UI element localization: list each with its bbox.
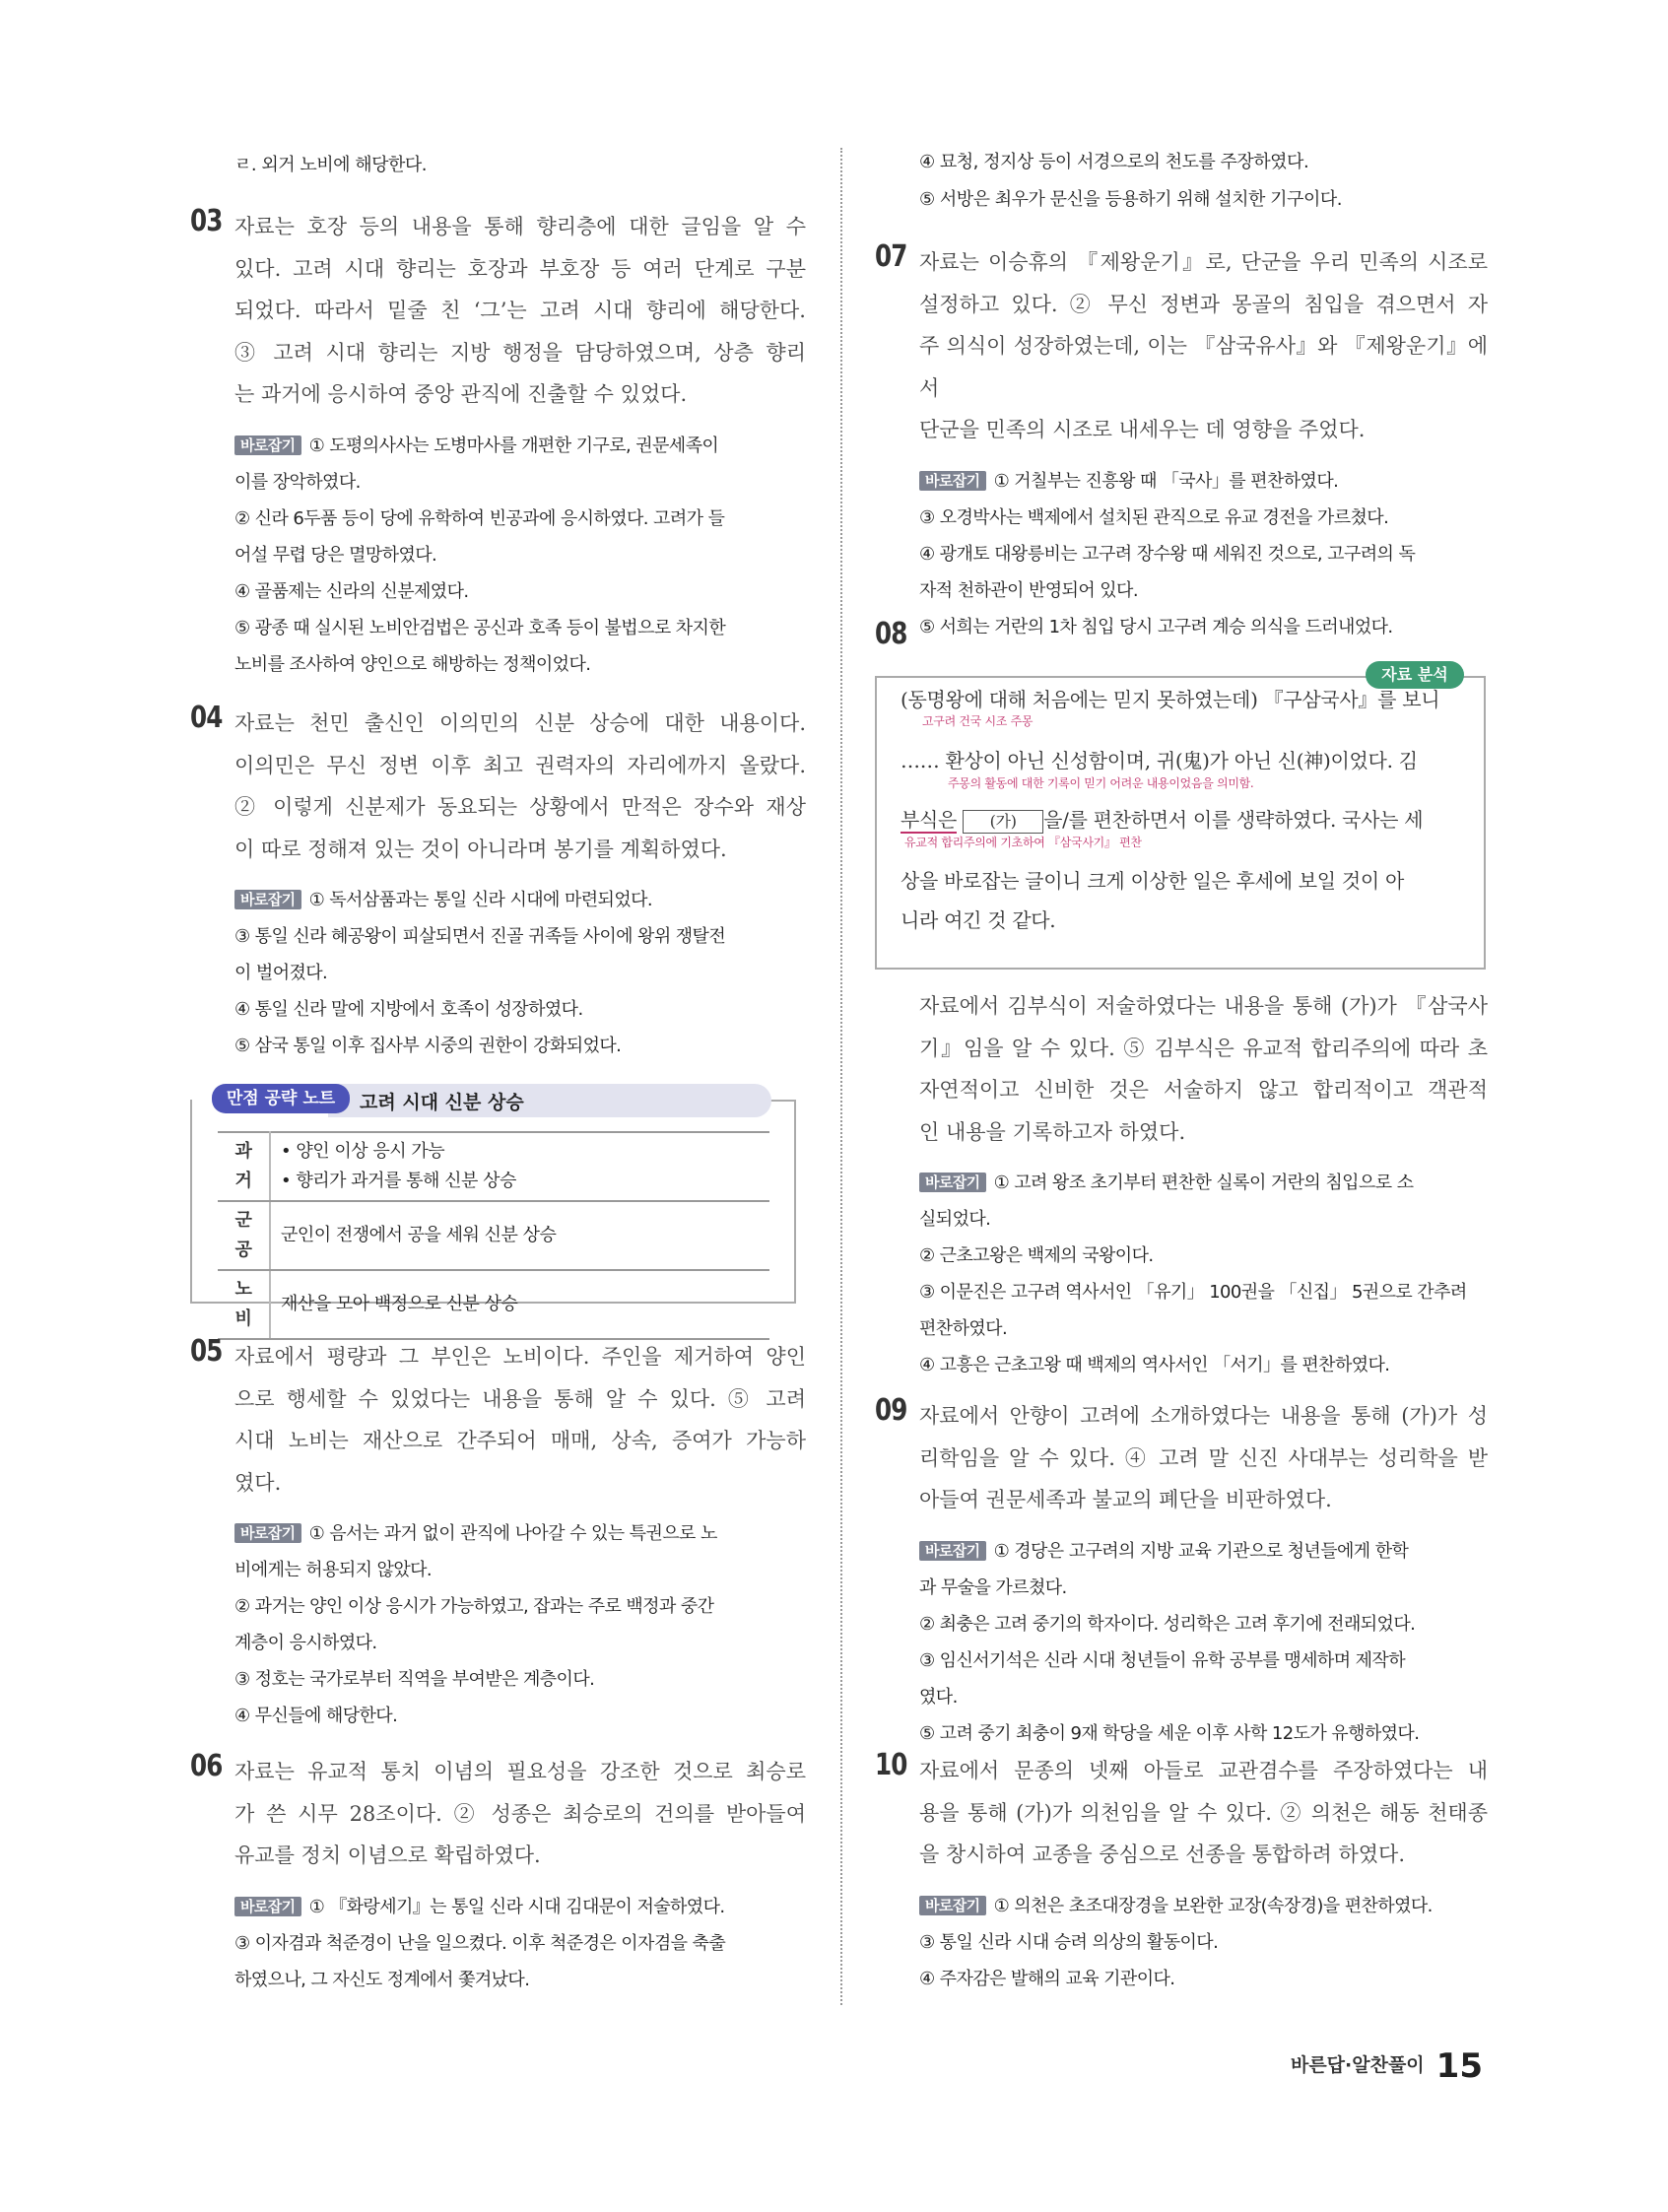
explanation-line: 아들여 권문세족과 불교의 폐단을 비판하였다. [919, 1488, 1332, 1511]
correction-line: 이를 장악하였다. [234, 471, 361, 493]
table-row [218, 1132, 769, 1201]
correction-line: ⑤ 광종 때 실시된 노비안검법은 공신과 호족 등이 불법으로 차지한 [234, 617, 726, 638]
study-note-box [190, 1082, 796, 1329]
explanation-line: 자료는 천민 출신인 이의민의 신분 상승에 대한 내용이다. [234, 711, 806, 735]
note-table [218, 1131, 769, 1340]
explanation-line: 되었다. 따라서 밑줄 친 ‘그’는 고려 시대 향리에 해당한다. [234, 299, 806, 322]
correction-line: ② 최충은 고려 중기의 학자이다. 성리학은 고려 후기에 전래되었다. [919, 1613, 1416, 1635]
correction-line: ③ 오경박사는 백제에서 설치된 관직으로 유교 경전을 가르쳤다. [919, 506, 1389, 528]
note-tag: 만점 공략 노트 [212, 1084, 350, 1113]
explanation-line: 자료는 유교적 통치 이념의 필요성을 강조한 것으로 최승로 [234, 1760, 806, 1783]
correction-line: ① 경당은 고구려의 지방 교육 기관으로 청년들에게 한학 [993, 1540, 1409, 1562]
correction-line: ② 과거는 양인 이상 응시가 가능하였고, 잡과는 주로 백정과 중간 [234, 1596, 714, 1617]
explanation-line: 였다. [234, 1470, 282, 1495]
source-analysis-box [875, 656, 1486, 970]
column-divider [840, 148, 842, 2005]
correction-line: 비에게는 허용되지 않았다. [234, 1560, 433, 1580]
explanation-line: 기』임을 알 수 있다. ⑤ 김부식은 유교적 합리주의에 따라 초 [919, 1036, 1488, 1060]
correction-line: ④ 통일 신라 말에 지방에서 호족이 성장하였다. [234, 999, 583, 1020]
correction-line: ① 『화랑세기』는 통일 신라 시대 김대문이 저술하였다. [308, 1896, 725, 1917]
correction-tag: 바로잡기 [919, 1541, 986, 1561]
explanation-line: 자료에서 김부식이 저술하였다는 내용을 통해 (가)가 『삼국사 [919, 994, 1488, 1018]
correction-line: ④ 주자감은 발해의 교육 기관이다. [919, 1968, 1175, 1989]
explanation-line: 자료에서 문종의 넷째 아들로 교관겸수를 주장하였다는 내 [919, 1759, 1488, 1782]
row-item: • 향리가 과거를 통해 신분 상승 [281, 1171, 516, 1191]
correction-line: ② 근초고왕은 백제의 국왕이다. [919, 1245, 1154, 1266]
correction-block [919, 1533, 1488, 1752]
source-tag: 자료 분석 [1366, 661, 1464, 689]
source-annotation: 고구려 건국 시조 주몽 [922, 714, 1034, 728]
correction-line: ① 거칠부는 진흥왕 때 「국사」를 편찬하였다. [993, 470, 1339, 492]
explanation-line: 가 쓴 시무 28조이다. ② 성종은 최승로의 건의를 받아들여 [234, 1801, 806, 1826]
correction-block [234, 1889, 806, 1998]
question-number: 09 [875, 1393, 907, 1428]
row-head: 과거 [218, 1132, 270, 1201]
correction-line: 과 무술을 가르쳤다. [919, 1576, 1067, 1598]
correction-line: 실되었다. [919, 1209, 991, 1230]
correction-line: 자적 천하관이 반영되어 있다. [919, 579, 1138, 601]
question-number: 03 [190, 204, 223, 238]
explanation-line: 이 따로 정해져 있는 것이 아니라며 봉기를 계획하였다. [234, 837, 727, 861]
correction-line: 편찬하였다. [919, 1318, 1008, 1339]
correction-line: ③ 정호는 국가로부터 직역을 부여받은 계층이다. [234, 1669, 595, 1690]
explanation-line: 자연적이고 신비한 것은 서술하지 않고 합리적이고 객관적 [919, 1078, 1488, 1102]
explanation-line: 있다. 고려 시대 향리는 호장과 부호장 등 여러 단계로 구분 [234, 256, 806, 281]
explanation-line: 리학임을 알 수 있다. ④ 고려 말 신진 사대부는 성리학을 받 [919, 1445, 1488, 1470]
explanation-line: 설정하고 있다. ② 무신 정변과 몽골의 침입을 겪으면서 자 [919, 292, 1488, 316]
correction-line: ② 신라 6두품 등이 당에 유학하여 빈공과에 응시하였다. 고려가 들 [234, 507, 725, 529]
correction-line: ④ 무신들에 해당한다. [234, 1706, 398, 1726]
explanation-line: 용을 통해 (가)가 의천임을 알 수 있다. ② 의천은 해동 천태종 [919, 1800, 1488, 1825]
question-08-number: 08 [875, 617, 907, 651]
explanation-line: 자료에서 평량과 그 부인은 노비이다. 주인을 제거하여 양인 [234, 1345, 806, 1369]
correction-line: 계층이 응시하였다. [234, 1633, 377, 1653]
explanation-line: 이의민은 무신 정변 이후 최고 권력자의 자리에까지 올랐다. [234, 753, 806, 777]
explanation-line: 단군을 민족의 시조로 내세우는 데 영향을 주었다. [919, 418, 1366, 441]
question-number: 06 [190, 1749, 223, 1783]
correction-line: ③ 임신서기석은 신라 시대 청년들이 유학 공부를 맹세하며 제작하 [919, 1649, 1405, 1671]
explanation-line: 으로 행세할 수 있었다는 내용을 통해 알 수 있다. ⑤ 고려 [234, 1386, 806, 1411]
correction-line: ① 도평의사사는 도병마사를 개편한 기구로, 권문세족이 [308, 435, 719, 456]
explanation-line: ③ 고려 시대 향리는 지방 행정을 담당하였으며, 상층 향리 [234, 340, 806, 365]
source-annotation: 주몽의 활동에 대한 기록이 믿기 어려운 내용이었음을 의미함. [948, 776, 1254, 790]
row-head: 군공 [218, 1201, 270, 1270]
source-line-with-blank [901, 804, 1423, 834]
explanation-line: 자료는 이승휴의 『제왕운기』로, 단군을 우리 민족의 시조로 [919, 250, 1488, 274]
explanation-line: 을 창시하여 교종을 중심으로 선종을 통합하려 하였다. [919, 1843, 1406, 1866]
correction-line: ① 의천은 초조대장경을 보완한 교장(속장경)을 편찬하였다. [993, 1895, 1433, 1916]
explanation-line: 인 내용을 기록하고자 하였다. [919, 1119, 1186, 1144]
source-line: 상을 바로잡는 글이니 크게 이상한 일은 후세에 보일 것이 아 [901, 869, 1404, 893]
row-item: 군인이 전쟁에서 공을 세워 신분 상승 [270, 1201, 769, 1270]
row-item: 재산을 모아 백정으로 신분 상승 [270, 1270, 769, 1339]
explanation-line: 자료에서 안향이 고려에 소개하였다는 내용을 통해 (가)가 성 [919, 1404, 1488, 1428]
answer-blank: (가) [963, 810, 1043, 834]
source-line: (동명왕에 대해 처음에는 믿지 못하였는데) 『구삼국사』를 보니 [901, 688, 1440, 711]
source-text-fragment: 을/를 편찬하면서 이를 생략하였다. 국사는 세 [1043, 808, 1424, 832]
correction-line: ④ 광개토 대왕릉비는 고구려 장수왕 때 세워진 것으로, 고구려의 독 [919, 543, 1416, 565]
question-number: 10 [875, 1748, 907, 1782]
correction-tag: 바로잡기 [919, 471, 986, 491]
correction-line: 노비를 조사하여 양인으로 해방하는 정책이었다. [234, 653, 591, 675]
correction-tag: 바로잡기 [234, 1523, 301, 1543]
source-line: …… 환상이 아닌 신성함이며, 귀(鬼)가 아닌 신(神)이었다. 김 [901, 749, 1418, 772]
correction-line: 어설 무렵 당은 멸망하였다. [234, 544, 437, 566]
explanation-line: 유교를 정치 이념으로 확립하였다. [234, 1843, 541, 1867]
correction-line: 이 벌어졌다. [234, 963, 328, 983]
question-number: 04 [190, 701, 223, 735]
question-number: 07 [875, 239, 907, 274]
question-number: 05 [190, 1334, 223, 1369]
correction-block [234, 882, 806, 1064]
correction-tag: 바로잡기 [919, 1896, 986, 1915]
top-line: ④ 묘청, 정지상 등이 서경으로의 천도를 주장하였다. [919, 152, 1309, 172]
table-row [218, 1270, 769, 1339]
correction-line: ⑤ 서희는 거란의 1차 침입 당시 고구려 계승 의식을 드러내었다. [919, 616, 1393, 637]
correction-line: ④ 골품제는 신라의 신분제였다. [234, 580, 469, 602]
row-item: • 양인 이상 응시 가능 [281, 1141, 445, 1162]
explanation-line: 는 과거에 응시하여 중앙 관직에 진출할 수 있었다. [234, 382, 688, 406]
correction-line: ⑤ 삼국 통일 이후 집사부 시중의 권한이 강화되었다. [234, 1036, 622, 1056]
correction-tag: 바로잡기 [919, 1173, 986, 1192]
correction-line: ④ 고흥은 근초고왕 때 백제의 역사서인 「서기」를 편찬하였다. [919, 1355, 1390, 1375]
correction-line: ① 음서는 과거 없이 관직에 나아갈 수 있는 특권으로 노 [308, 1523, 717, 1544]
page-footer [1291, 2046, 1483, 2086]
top-line: ㄹ. 외거 노비에 해당한다. [234, 155, 427, 175]
correction-tag: 바로잡기 [234, 890, 301, 909]
explanation-line: ② 이렇게 신분제가 동요되는 상황에서 만적은 장수와 재상 [234, 795, 806, 819]
explanation-line: 시대 노비는 재산으로 간주되어 매매, 상속, 증여가 가능하 [234, 1429, 806, 1452]
row-head: 노비 [218, 1270, 270, 1339]
correction-line: ③ 통일 신라 혜공왕이 피살되면서 진골 귀족들 사이에 왕위 쟁탈전 [234, 926, 726, 947]
note-title: 고려 시대 신분 상승 [360, 1092, 524, 1113]
correction-line: ① 고려 왕조 초기부터 편찬한 실록이 거란의 침입으로 소 [993, 1173, 1414, 1193]
correction-line: ① 독서삼품과는 통일 신라 시대에 마련되었다. [308, 890, 653, 910]
correction-block [919, 1888, 1488, 1997]
correction-line: ③ 통일 신라 시대 승려 의상의 활동이다. [919, 1931, 1219, 1953]
source-line: 니라 여긴 것 같다. [901, 908, 1056, 932]
correction-block [234, 1515, 806, 1734]
correction-line: 하였으나, 그 자신도 정계에서 쫓겨났다. [234, 1969, 530, 1990]
explanation-line: 자료는 호장 등의 내용을 통해 향리층에 대한 글임을 알 수 [234, 215, 806, 238]
correction-tag: 바로잡기 [234, 1897, 301, 1916]
table-row [218, 1201, 769, 1270]
correction-line: ③ 이문진은 고구려 역사서인 「유기」 100권을 「신집」 5권으로 간추려 [919, 1282, 1467, 1303]
source-text-fragment: 부식은 [901, 808, 958, 832]
source-annotation: 유교적 합리주의에 기초하여 『삼국사기』 편찬 [904, 836, 1142, 849]
correction-line: ③ 이자겸과 척준경이 난을 일으켰다. 이후 척준경은 이자겸을 축출 [234, 1932, 726, 1954]
book-label: 바른답·알찬풀이 [1290, 2054, 1425, 2076]
correction-block [919, 463, 1488, 645]
correction-block [919, 1165, 1488, 1383]
explanation-line: 주 의식이 성장하였는데, 이는 『삼국유사』와 『제왕운기』에서 [919, 334, 1488, 400]
correction-line: 였다. [919, 1686, 958, 1708]
correction-line: ⑤ 고려 중기 최충이 9재 학당을 세운 이후 사학 12도가 유행하였다. [919, 1722, 1420, 1744]
correction-tag: 바로잡기 [234, 436, 301, 455]
top-line: ⑤ 서방은 최우가 문신을 등용하기 위해 설치한 기구이다. [919, 189, 1342, 210]
correction-block [234, 428, 806, 683]
page-number: 15 [1435, 2046, 1483, 2086]
